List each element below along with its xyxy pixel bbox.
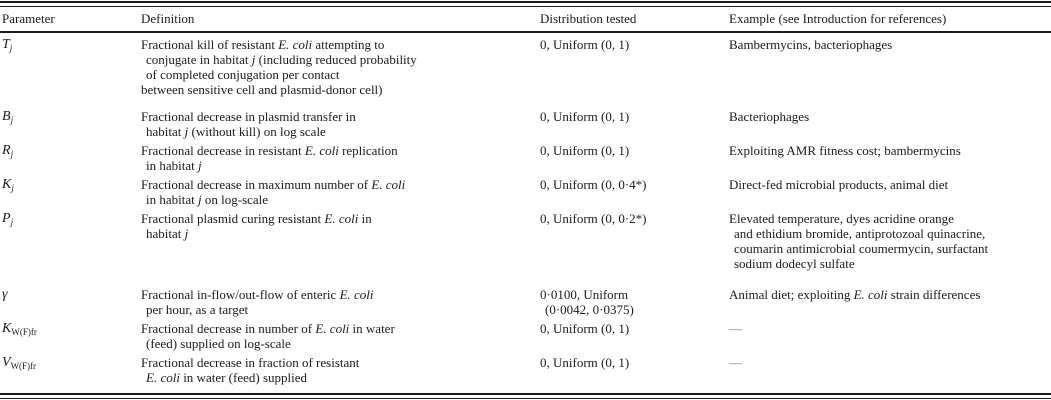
example-cell: Exploiting AMR fitness cost; bambermycins bbox=[729, 143, 961, 158]
header-distribution: Distribution tested bbox=[540, 11, 637, 26]
top-rule-inner bbox=[0, 6, 1051, 7]
symbol-base: K bbox=[2, 177, 12, 192]
parameter-symbol bbox=[2, 109, 13, 124]
definition-cell bbox=[141, 37, 417, 97]
bottom-rule-inner bbox=[0, 393, 1051, 395]
definition-cell bbox=[141, 355, 359, 385]
distribution-cell: 0, Uniform (0, 1) bbox=[540, 37, 630, 52]
text: Fractional decrease in maximum number of bbox=[141, 177, 372, 192]
parameter-symbol bbox=[2, 143, 13, 158]
symbol-base: V bbox=[2, 355, 11, 370]
text: of completed conjugation per contact bbox=[146, 67, 340, 82]
text: Fractional decrease in fraction of resistant bbox=[141, 355, 360, 370]
definition-cell bbox=[141, 321, 395, 351]
symbol-subscript: j bbox=[10, 149, 14, 159]
text: in habitat bbox=[146, 192, 198, 207]
text: Fractional in-flow/out-flow of enteric bbox=[141, 287, 340, 302]
parameter-symbol bbox=[2, 37, 12, 52]
italic-text: E. coli bbox=[278, 37, 313, 52]
text: Fractional decrease in resistant bbox=[141, 143, 305, 158]
italic-text: E. coli bbox=[853, 287, 888, 302]
definition-cell bbox=[141, 287, 374, 317]
symbol-base: γ bbox=[2, 287, 8, 302]
text: habitat bbox=[146, 124, 185, 139]
text: (including reduced probability bbox=[255, 52, 417, 67]
symbol-base: T bbox=[2, 37, 10, 52]
distribution-cell: 0, Uniform (0, 1) bbox=[540, 143, 630, 158]
definition-cell bbox=[141, 177, 405, 207]
header-definition: Definition bbox=[141, 11, 195, 26]
header-example: Example (see Introduction for references) bbox=[729, 11, 947, 26]
header-parameter: Parameter bbox=[2, 11, 55, 26]
text: Fractional decrease in plasmid transfer in bbox=[141, 109, 356, 124]
example-cell bbox=[729, 211, 988, 271]
text: coumarin antimicrobial coumermycin, surfactant bbox=[734, 241, 989, 256]
distribution-cell: 0, Uniform (0, 1) bbox=[540, 109, 630, 124]
text: strain differences bbox=[887, 287, 981, 302]
symbol-base: B bbox=[2, 109, 11, 124]
definition-cell bbox=[141, 109, 356, 139]
example-cell: Bacteriophages bbox=[729, 109, 810, 124]
text: in water bbox=[349, 321, 395, 336]
bottom-rule-outer bbox=[0, 398, 1051, 399]
text: conjugate in habitat bbox=[146, 52, 252, 67]
text: and ethidium bromide, antiprotozoal quinacrine, bbox=[734, 226, 986, 241]
distribution-cell bbox=[540, 287, 634, 317]
italic-text: E. coli bbox=[304, 143, 339, 158]
parameter-symbol bbox=[2, 355, 36, 370]
italic-text: j bbox=[184, 226, 189, 241]
symbol-subscript: W(F)fr bbox=[11, 327, 37, 337]
symbol-base: K bbox=[2, 321, 12, 336]
text: replication bbox=[338, 143, 398, 158]
text: between sensitive cell and plasmid-donor cell) bbox=[141, 82, 383, 97]
distribution-cell: 0, Uniform (0, 0·4*) bbox=[540, 177, 647, 192]
italic-text: j bbox=[251, 52, 256, 67]
definition-cell bbox=[141, 143, 398, 173]
symbol-base: R bbox=[2, 143, 11, 158]
text: Fractional plasmid curing resistant bbox=[141, 211, 325, 226]
text: in water (feed) supplied bbox=[179, 370, 307, 385]
distribution-cell: 0, Uniform (0, 0·2*) bbox=[540, 211, 647, 226]
italic-text: E. coli bbox=[339, 287, 374, 302]
text: per hour, as a target bbox=[146, 302, 249, 317]
text: Fractional kill of resistant bbox=[141, 37, 279, 52]
symbol-subscript: W(F)fr bbox=[10, 361, 37, 371]
symbol-subscript: j bbox=[10, 115, 14, 125]
text: 0·0100, Uniform bbox=[540, 287, 629, 302]
symbol-subscript: j bbox=[9, 43, 13, 53]
text: on log-scale bbox=[201, 192, 269, 207]
text: (feed) supplied on log-scale bbox=[146, 336, 291, 351]
distribution-cell: 0, Uniform (0, 1) bbox=[540, 355, 630, 370]
definition-cell bbox=[141, 211, 372, 241]
example-cell-empty-dash: — bbox=[729, 321, 742, 336]
text: Elevated temperature, dyes acridine orange bbox=[729, 211, 954, 226]
text: (without kill) on log scale bbox=[188, 124, 326, 139]
parameter-symbol bbox=[2, 177, 14, 192]
parameter-symbol bbox=[2, 211, 13, 226]
italic-text: j bbox=[198, 192, 202, 207]
text: attempting to bbox=[312, 37, 385, 52]
text: sodium dodecyl sulfate bbox=[734, 256, 855, 271]
parameter-symbol bbox=[2, 287, 8, 302]
italic-text: j bbox=[198, 158, 202, 173]
symbol-base: P bbox=[2, 211, 11, 226]
top-rule-outer bbox=[0, 1, 1051, 3]
italic-text: j bbox=[184, 124, 189, 139]
text: in bbox=[358, 211, 372, 226]
text: Animal diet; exploiting bbox=[729, 287, 854, 302]
symbol-subscript: j bbox=[10, 217, 14, 227]
text: Fractional decrease in number of bbox=[141, 321, 316, 336]
example-cell: Direct-fed microbial products, animal diet bbox=[729, 177, 949, 192]
italic-text: E. coli bbox=[146, 370, 180, 385]
parameter-symbol bbox=[2, 321, 37, 336]
example-cell-empty-dash: — bbox=[729, 355, 742, 370]
text: habitat bbox=[146, 226, 185, 241]
italic-text: E. coli bbox=[315, 321, 350, 336]
italic-text: E. coli bbox=[324, 211, 359, 226]
distribution-cell: 0, Uniform (0, 1) bbox=[540, 321, 630, 336]
example-cell bbox=[729, 287, 980, 302]
italic-text: E. coli bbox=[371, 177, 406, 192]
text: in habitat bbox=[146, 158, 198, 173]
text: (0·0042, 0·0375) bbox=[545, 302, 634, 317]
symbol-subscript: j bbox=[11, 183, 14, 193]
header-rule bbox=[0, 31, 1051, 33]
example-cell: Bambermycins, bacteriophages bbox=[729, 37, 893, 52]
